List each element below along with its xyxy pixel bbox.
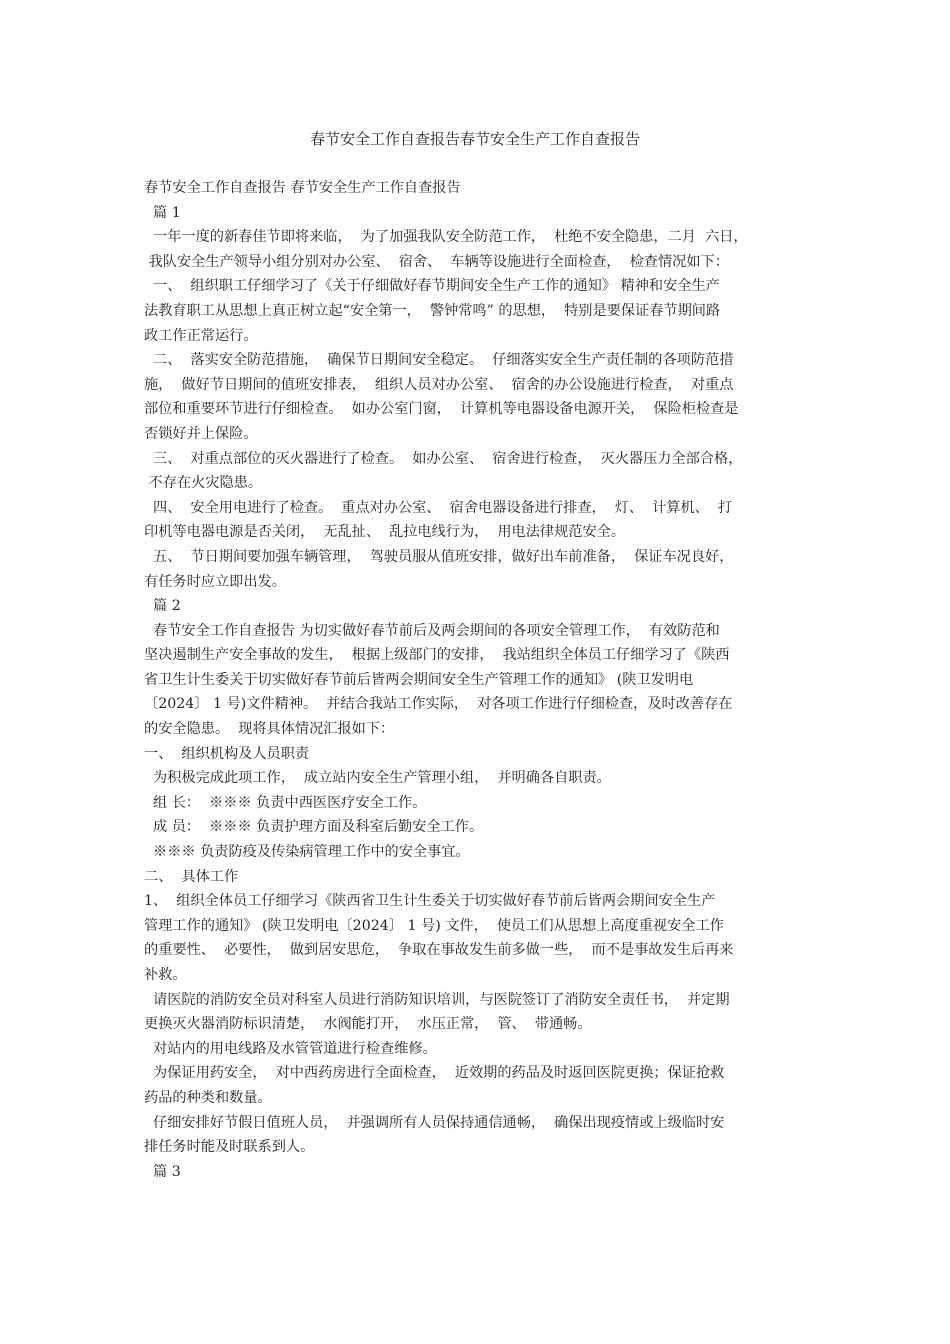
text-line: ※※※ 负责防疫及传染病管理工作中的安全事宜。 xyxy=(144,844,470,861)
text-line: 为保证用药安全， 对中西药房进行全面检查， 近效期的药品及时返回医院更换；保证抢救 xyxy=(144,1065,725,1082)
text-line: 一、 组织机构及人员职责 xyxy=(144,745,310,762)
text-line: 二、 落实安全防范措施， 确保节日期间安全稳定。 仔细落实安全生产责任制的各项防范措 xyxy=(144,352,734,369)
text-line: 四、 安全用电进行了检查。 重点对办公室、 宿舍电器设备进行排查， 灯、 计算机、 打 xyxy=(144,499,733,516)
text-line: 印机等电器电源是否关闭， 无乱扯、 乱拉电线行为， 用电法律规范安全。 xyxy=(144,524,626,541)
text-line: 省卫生计生委关于切实做好春节前后皆两会期间安全生产管理工作的通知》 (陕卫发明电 xyxy=(144,671,694,688)
text-line: 补救。 xyxy=(144,967,187,983)
text-line: 组 长： ※※※ 负责中西医医疗安全工作。 xyxy=(144,794,427,811)
text-line: 五、 节日期间要加强车辆管理， 驾驶员服从值班安排，做好出车前准备， 保证车况良好， xyxy=(144,548,734,565)
text-line: 篇 3 xyxy=(144,1163,181,1180)
text-line: 部位和重要环节进行仔细检查。 如办公室门窗， 计算机等电器设备电源开关， 保险柜检查是 xyxy=(144,401,739,418)
text-line: 春节安全工作自查报告 春节安全生产工作自查报告 xyxy=(144,180,461,196)
text-line: 施， 做好节日期间的值班安排表， 组织人员对办公室、 宿舍的办公设施进行检查， 对重点 xyxy=(144,376,734,393)
text-line: 请医院的消防安全员对科室人员进行消防知识培训，与医院签订了消防安全责任书， 并定期 xyxy=(144,991,730,1008)
text-line: 对站内的用电线路及水管管道进行检查维修。 xyxy=(144,1040,437,1057)
text-line: 仔细安排好节假日值班人员， 并强调所有人员保持通信通畅， 确保出现疫情或上级临时安 xyxy=(144,1114,725,1131)
text-line: 否锁好并上保险。 xyxy=(144,425,258,442)
text-line: 三、 对重点部位的灭火器进行了检查。 如办公室、 宿舍进行检查， 灭火器压力全部合格， xyxy=(144,450,743,467)
text-line: 排任务时能及时联系到人。 xyxy=(144,1139,315,1156)
text-line: 更换灭火器消防标识清楚， 水阀能打开， 水压正常， 管、 带通畅。 xyxy=(144,1016,592,1033)
text-line: 一年一度的新春佳节即将来临， 为了加强我队安全防范工作， 杜绝不安全隐患，二月 六日， xyxy=(144,229,748,246)
document-title: 春节安全工作自查报告春节安全生产工作自查报告 xyxy=(309,130,640,148)
text-line: 篇 1 xyxy=(144,204,181,221)
text-line: 不存在火灾隐患。 xyxy=(144,475,263,492)
document-body xyxy=(144,176,814,1184)
text-line: 的安全隐患。 现将具体情况汇报如下： xyxy=(144,721,395,738)
text-line: 的重要性、 必要性， 做到居安思危， 争取在事故发生前多做一些， 而不是事故发生后再来 xyxy=(144,942,734,959)
text-line: 管理工作的通知》 (陕卫发明电〔2024〕 1 号) 文件， 使员工们从思想上高度重视安全工作 xyxy=(144,917,724,934)
text-line: 一、 组织职工仔细学习了《关于仔细做好春节期间安全生产工作的通知》 精神和安全生产 xyxy=(144,278,720,295)
text-line: 药品的种类和数量。 xyxy=(144,1089,272,1106)
text-line: 我队安全生产领导小组分别对办公室、 宿舍、 车辆等设施进行全面检查， 检查情况如下： xyxy=(144,253,729,270)
text-line: 成 员： ※※※ 负责护理方面及科室后勤安全工作。 xyxy=(144,819,484,836)
text-line: 政工作正常运行。 xyxy=(144,327,258,344)
text-line: 有任务时应立即出发。 xyxy=(144,573,286,590)
text-line: 坚决遏制生产安全事故的发生， 根据上级部门的安排， 我站组织全体员工仔细学习了《陕西 xyxy=(144,647,730,664)
text-line: 为积极完成此项工作， 成立站内安全生产管理小组， 并明确各自职责。 xyxy=(144,770,611,787)
text-line: 〔2024〕 1 号)文件精神。 并结合我站工作实际， 对各项工作进行仔细检查，及时改善存在 xyxy=(144,696,733,713)
text-line: 春节安全工作自查报告 为切实做好春节前后及两会期间的各项安全管理工作， 有效防范和 xyxy=(144,622,720,639)
text-line: 篇 2 xyxy=(144,598,181,615)
text-line: 1、 组织全体员工仔细学习《陕西省卫生计生委关于切实做好春节前后皆两会期间安全生产 xyxy=(144,893,716,910)
text-line: 法教育职工从思想上真正树立起“安全第一， 警钟常鸣” 的思想， 特别是要保证春节期间路 xyxy=(144,302,721,319)
text-line: 二、 具体工作 xyxy=(144,868,239,885)
